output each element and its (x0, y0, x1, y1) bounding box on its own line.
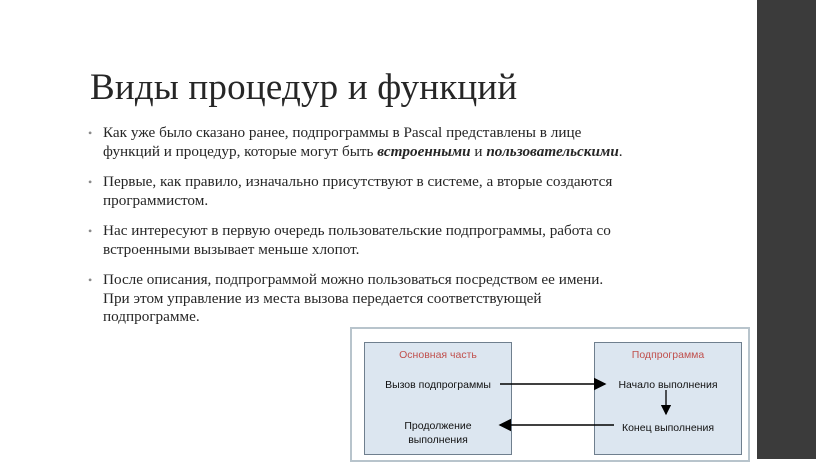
continue-line-2: выполнения (408, 434, 468, 446)
bullet-text: . (618, 142, 623, 160)
bullet-text: и (470, 142, 487, 160)
bullet-item (88, 222, 628, 259)
subprogram-title: Подпрограмма (631, 349, 705, 361)
bullet-emphasis: пользовательскими (486, 142, 619, 160)
bullet-item (88, 271, 628, 327)
bullet-dot-icon: • (88, 126, 93, 140)
bullet-text: Нас интересуют в первую очередь пользовательские подпрограммы, работа со встроенными вызывает меньше хлопот. (103, 222, 611, 258)
bullet-list (88, 124, 628, 336)
bullet-text: Как уже было сказано ранее, подпрограммы в Pascal представлены в лице функций и процедур, которые могут быть (103, 124, 582, 160)
bullet-emphasis: встроенными (377, 142, 471, 160)
slide-title: Виды процедур и функций (90, 67, 518, 108)
main-part-title: Основная часть (399, 349, 477, 361)
bullet-item (88, 173, 628, 210)
start-execution-label: Начало выполнения (618, 379, 718, 391)
bullet-text: После описания, подпрограммой можно пользоваться посредством ее имени. При этом управление из места вызова передается соответствующей подпрограмме. (103, 271, 604, 325)
bullet-dot-icon: • (88, 224, 93, 238)
continue-line-1: Продолжение (404, 420, 472, 432)
bullet-text: Первые, как правило, изначально присутствуют в системе, а вторые создаются программистом. (103, 173, 613, 209)
flow-arrows (352, 329, 752, 464)
side-bar (757, 0, 816, 459)
call-subprogram-label: Вызов подпрограммы (385, 379, 491, 391)
end-execution-label: Конец выполнения (621, 422, 715, 434)
bullet-dot-icon: • (88, 175, 93, 189)
bullet-item (88, 124, 628, 161)
call-flow-diagram (350, 327, 750, 462)
bullet-dot-icon: • (88, 273, 93, 287)
